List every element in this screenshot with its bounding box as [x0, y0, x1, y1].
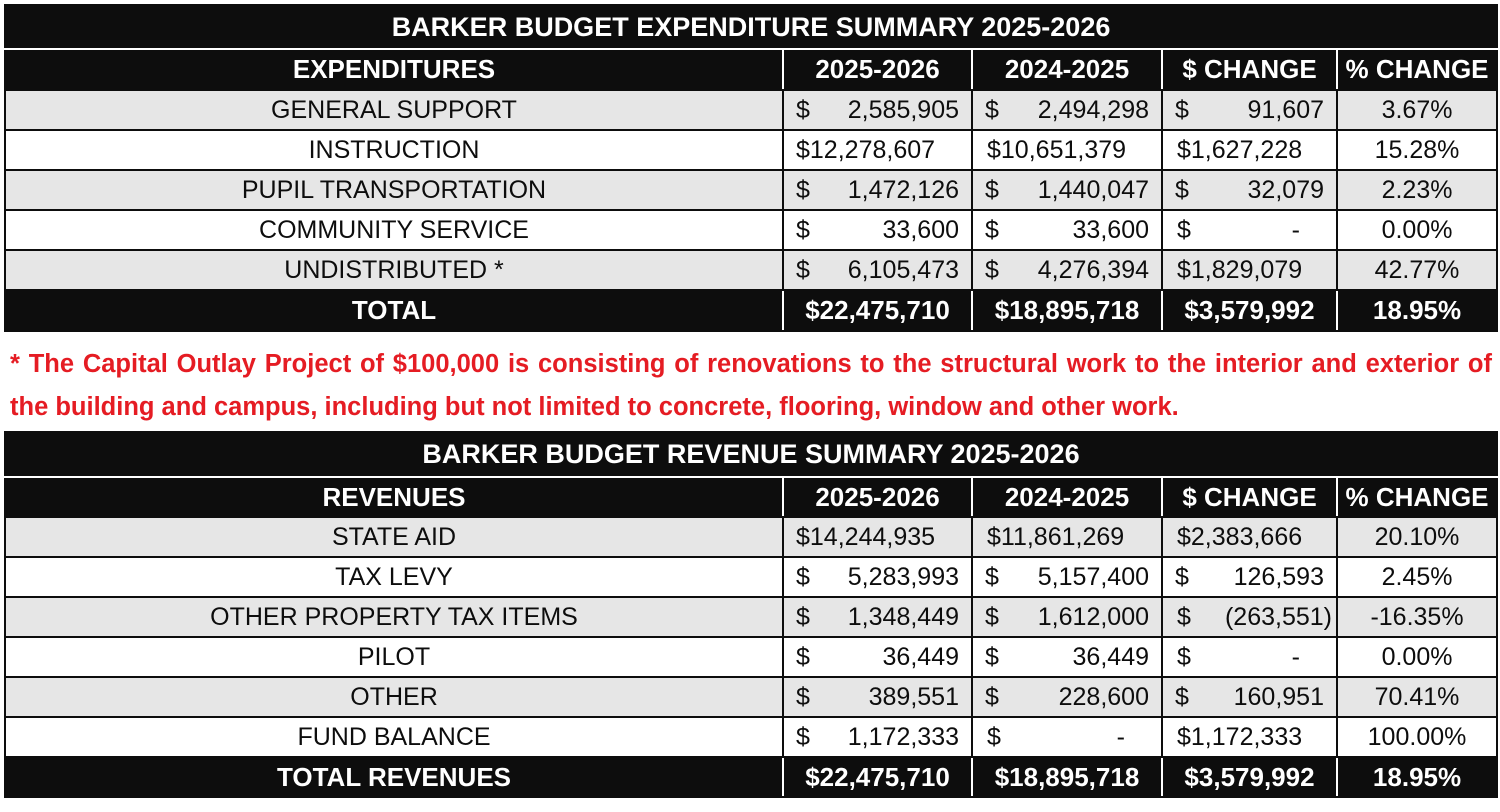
header-2025-2026: 2025-2026 — [783, 477, 972, 517]
currency-sign: $ — [985, 175, 999, 204]
currency-sign: $ — [985, 95, 999, 124]
expenditure-table-title: BARKER BUDGET EXPENDITURE SUMMARY 2025-2026 — [5, 5, 1497, 49]
row-label: FUND BALANCE — [5, 717, 783, 757]
value-2025-2026 — [783, 90, 972, 130]
amount: 36,449 — [1072, 642, 1149, 671]
currency-sign: $ — [796, 255, 810, 284]
amount: 1,440,047 — [1037, 175, 1149, 204]
header-2024-2025: 2024-2025 — [972, 477, 1162, 517]
amount: 5,157,400 — [1037, 562, 1149, 591]
currency-sign: $ — [1177, 135, 1191, 164]
expenditure-header-row — [5, 49, 1497, 90]
table-row — [5, 717, 1497, 757]
value-percent-change: 42.77% — [1337, 250, 1497, 290]
value-2025-2026 — [783, 130, 972, 170]
value-2025-2026 — [783, 210, 972, 250]
table-row — [5, 90, 1497, 130]
value-2024-2025 — [972, 597, 1162, 637]
row-label: PUPIL TRANSPORTATION — [5, 170, 783, 210]
revenue-summary-table — [4, 431, 1498, 798]
currency-sign: $ — [796, 562, 810, 591]
amount: 389,551 — [868, 682, 959, 711]
value-2024-2025 — [972, 90, 1162, 130]
amount: 91,607 — [1247, 95, 1324, 124]
value-dollar-change — [1162, 170, 1337, 210]
value-2024-2025 — [972, 130, 1162, 170]
value-2025-2026 — [783, 250, 972, 290]
value-dollar-change — [1162, 90, 1337, 130]
amount: 1,472,126 — [847, 175, 959, 204]
value-percent-change: 100.00% — [1337, 717, 1497, 757]
value-2025-2026 — [783, 717, 972, 757]
table-row — [5, 170, 1497, 210]
amount: 4,276,394 — [1037, 255, 1149, 284]
header-percent-change: % CHANGE — [1337, 477, 1497, 517]
value-2024-2025 — [972, 637, 1162, 677]
amount: 36,449 — [882, 642, 959, 671]
amount: 32,079 — [1247, 175, 1324, 204]
value-percent-change: 70.41% — [1337, 677, 1497, 717]
value-2024-2025 — [972, 557, 1162, 597]
value-2025-2026 — [783, 637, 972, 677]
currency-sign: $ — [985, 255, 999, 284]
currency-sign: $ — [796, 95, 810, 124]
amount: 2,494,298 — [1037, 95, 1149, 124]
amount: 11,861,269 — [1000, 522, 1125, 551]
expenditure-title-row — [5, 5, 1497, 49]
currency-sign: $ — [1177, 255, 1191, 284]
value-2024-2025 — [972, 250, 1162, 290]
row-label: UNDISTRIBUTED * — [5, 250, 783, 290]
value-2024-2025 — [972, 170, 1162, 210]
table-row — [5, 637, 1497, 677]
row-label: OTHER — [5, 677, 783, 717]
row-label: STATE AID — [5, 517, 783, 557]
header-expenditures: EXPENDITURES — [5, 49, 783, 90]
amount: 5,283,993 — [847, 562, 959, 591]
total-2024-2025: $18,895,718 — [972, 757, 1162, 797]
currency-sign: $ — [1177, 722, 1191, 751]
currency-sign: $ — [1177, 215, 1191, 244]
currency-sign: $ — [1177, 522, 1191, 551]
value-percent-change: 15.28% — [1337, 130, 1497, 170]
currency-sign: $ — [796, 722, 810, 751]
amount: 1,612,000 — [1037, 602, 1149, 631]
total-2025-2026: $22,475,710 — [783, 290, 972, 331]
revenue-total-row — [5, 757, 1497, 797]
amount: 2,383,666 — [1190, 522, 1303, 551]
amount: (263,551) — [1224, 602, 1332, 631]
currency-sign: $ — [987, 522, 1001, 551]
value-dollar-change — [1162, 597, 1337, 637]
header-percent-change: % CHANGE — [1337, 49, 1497, 90]
row-label: OTHER PROPERTY TAX ITEMS — [5, 597, 783, 637]
currency-sign: $ — [985, 602, 999, 631]
table-row — [5, 677, 1497, 717]
total-dollar-change: $3,579,992 — [1162, 757, 1337, 797]
currency-sign: $ — [1175, 682, 1189, 711]
total-label: TOTAL — [5, 290, 783, 331]
value-percent-change: 3.67% — [1337, 90, 1497, 130]
currency-sign: $ — [1177, 642, 1191, 671]
total-percent-change: 18.95% — [1337, 290, 1497, 331]
currency-sign: $ — [985, 642, 999, 671]
value-percent-change: 20.10% — [1337, 517, 1497, 557]
currency-sign: $ — [796, 175, 810, 204]
amount: - — [1116, 722, 1125, 751]
currency-sign: $ — [796, 135, 810, 164]
value-dollar-change — [1162, 250, 1337, 290]
revenue-header-row — [5, 477, 1497, 517]
table-row — [5, 557, 1497, 597]
value-2025-2026 — [783, 170, 972, 210]
amount: 2,585,905 — [847, 95, 959, 124]
value-percent-change: 2.23% — [1337, 170, 1497, 210]
currency-sign: $ — [796, 682, 810, 711]
table-row — [5, 130, 1497, 170]
total-percent-change: 18.95% — [1337, 757, 1497, 797]
value-percent-change: -16.35% — [1337, 597, 1497, 637]
amount: 10,651,379 — [1000, 135, 1127, 164]
table-row — [5, 210, 1497, 250]
row-label: TAX LEVY — [5, 557, 783, 597]
amount: 1,172,333 — [847, 722, 959, 751]
value-dollar-change — [1162, 210, 1337, 250]
amount: 33,600 — [1072, 215, 1149, 244]
amount: 1,172,333 — [1190, 722, 1303, 751]
value-2025-2026 — [783, 517, 972, 557]
total-2024-2025: $18,895,718 — [972, 290, 1162, 331]
table-row — [5, 597, 1497, 637]
total-2025-2026: $22,475,710 — [783, 757, 972, 797]
currency-sign: $ — [987, 722, 1001, 751]
currency-sign: $ — [1175, 562, 1189, 591]
value-2024-2025 — [972, 517, 1162, 557]
currency-sign: $ — [987, 135, 1001, 164]
amount: 6,105,473 — [847, 255, 959, 284]
revenue-title-row — [5, 432, 1497, 477]
value-dollar-change — [1162, 517, 1337, 557]
currency-sign: $ — [985, 562, 999, 591]
row-label: INSTRUCTION — [5, 130, 783, 170]
value-2025-2026 — [783, 597, 972, 637]
amount: 1,829,079 — [1190, 255, 1303, 284]
value-percent-change: 2.45% — [1337, 557, 1497, 597]
amount: 160,951 — [1233, 682, 1324, 711]
amount: 33,600 — [882, 215, 959, 244]
amount: 126,593 — [1233, 562, 1324, 591]
header-revenues: REVENUES — [5, 477, 783, 517]
currency-sign: $ — [985, 682, 999, 711]
currency-sign: $ — [985, 215, 999, 244]
currency-sign: $ — [1175, 95, 1189, 124]
amount: 1,627,228 — [1190, 135, 1303, 164]
table-row — [5, 517, 1497, 557]
header-dollar-change: $ CHANGE — [1162, 477, 1337, 517]
expenditure-total-row — [5, 290, 1497, 331]
header-2024-2025: 2024-2025 — [972, 49, 1162, 90]
expenditure-summary-table — [4, 4, 1498, 332]
value-2024-2025 — [972, 717, 1162, 757]
amount: - — [1291, 215, 1300, 244]
capital-outlay-note: * The Capital Outlay Project of $100,000 is consisting of renovations to the structural work to the interior and exterior of the building and campus, including but not limited to concrete, flooring, window and other work. — [10, 350, 1492, 421]
currency-sign: $ — [1177, 602, 1191, 631]
currency-sign: $ — [796, 522, 810, 551]
value-2024-2025 — [972, 677, 1162, 717]
currency-sign: $ — [796, 602, 810, 631]
amount: 228,600 — [1058, 682, 1149, 711]
amount: 14,244,935 — [809, 522, 936, 551]
value-2024-2025 — [972, 210, 1162, 250]
table-row — [5, 250, 1497, 290]
currency-sign: $ — [1175, 175, 1189, 204]
total-dollar-change: $3,579,992 — [1162, 290, 1337, 331]
total-label: TOTAL REVENUES — [5, 757, 783, 797]
value-dollar-change — [1162, 677, 1337, 717]
row-label: GENERAL SUPPORT — [5, 90, 783, 130]
header-dollar-change: $ CHANGE — [1162, 49, 1337, 90]
value-dollar-change — [1162, 637, 1337, 677]
amount: - — [1291, 642, 1300, 671]
amount: 1,348,449 — [847, 602, 959, 631]
value-dollar-change — [1162, 557, 1337, 597]
value-2025-2026 — [783, 677, 972, 717]
row-label: PILOT — [5, 637, 783, 677]
value-2025-2026 — [783, 557, 972, 597]
row-label: COMMUNITY SERVICE — [5, 210, 783, 250]
value-dollar-change — [1162, 717, 1337, 757]
value-percent-change: 0.00% — [1337, 210, 1497, 250]
value-percent-change: 0.00% — [1337, 637, 1497, 677]
revenue-table-title: BARKER BUDGET REVENUE SUMMARY 2025-2026 — [5, 432, 1497, 477]
header-2025-2026: 2025-2026 — [783, 49, 972, 90]
amount: 12,278,607 — [809, 135, 936, 164]
currency-sign: $ — [796, 642, 810, 671]
currency-sign: $ — [796, 215, 810, 244]
value-dollar-change — [1162, 130, 1337, 170]
